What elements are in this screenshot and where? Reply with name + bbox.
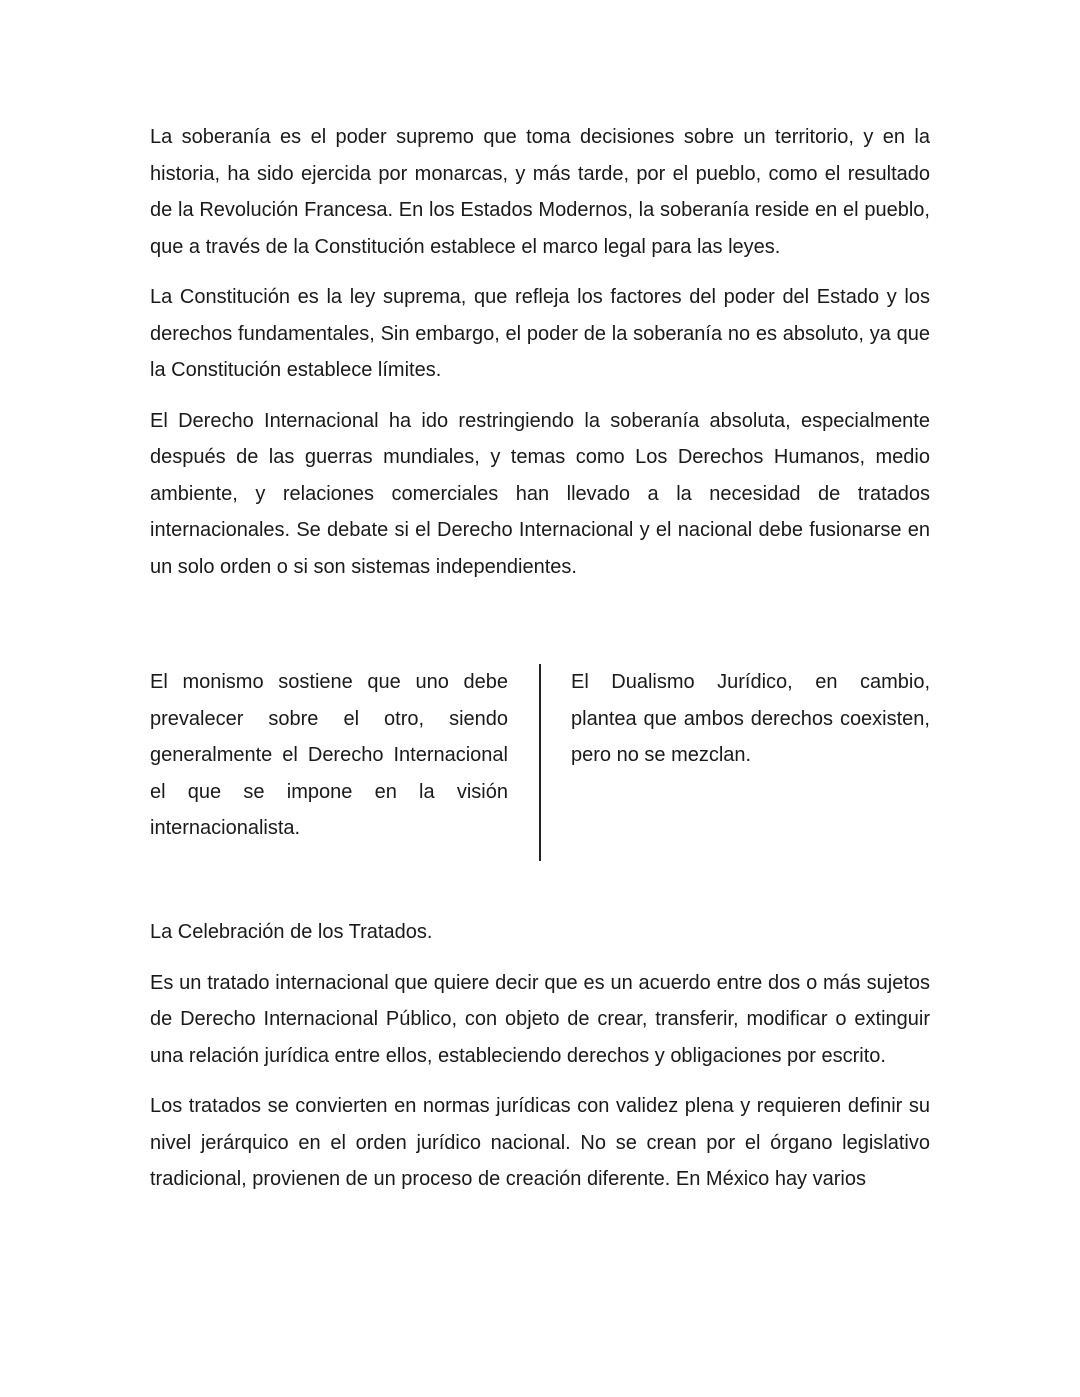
paragraph-constitucion: La Constitución es la ley suprema, que refleja los factores del poder del Estado y los derechos fundamentales, Sin embargo, el poder de la soberanía no es absoluto, ya que la Constitución establece límites.	[150, 286, 930, 381]
paragraph-derecho-internacional: El Derecho Internacional ha ido restringiendo la soberanía absoluta, especialmente después de las guerras mundiales, y temas como Los Derechos Humanos, medio ambiente, y relaciones comerciales han llevado a la necesidad de tratados internacionales. Se debate si el Derecho Internacional y el nacional debe fusionarse en un solo orden o si son sistemas independientes.	[150, 409, 930, 578]
column-divider	[539, 664, 541, 861]
paragraph-tratados-normas: Los tratados se convierten en normas jurídicas con validez plena y requieren definir su nivel jerárquico en el orden jurídico nacional. No se crean por el órgano legislativo tradicional, provienen de un proceso de creación diferente. En México hay varios	[150, 1095, 930, 1190]
paragraph-tratado-definicion: Es un tratado internacional que quiere decir que es un acuerdo entre dos o más sujetos de Derecho Internacional Público, con objeto de crear, transferir, modificar o extinguir una relación jurídica entre ellos, estableciendo derechos y obligaciones por escrito.	[150, 971, 930, 1067]
two-column-comparison	[150, 664, 930, 864]
document-page	[150, 119, 930, 1198]
column-dualismo: El Dualismo Jurídico, en cambio, plantea que ambos derechos coexisten, pero no se mezclan.	[571, 671, 930, 766]
section-heading: La Celebración de los Tratados.	[150, 921, 433, 943]
column-monismo: El monismo sostiene que uno debe prevalecer sobre el otro, siendo generalmente el Derecho Internacional el que se impone en la visión internacionalista.	[150, 671, 508, 839]
paragraph-soberania: La soberanía es el poder supremo que toma decisiones sobre un territorio, y en la historia, ha sido ejercida por monarcas, y más tarde, por el pueblo, como el resultado de la Revolución Francesa. En los Estados Modernos, la soberanía reside en el pueblo, que a través de la Constitución establece el marco legal para las leyes.	[150, 126, 930, 258]
